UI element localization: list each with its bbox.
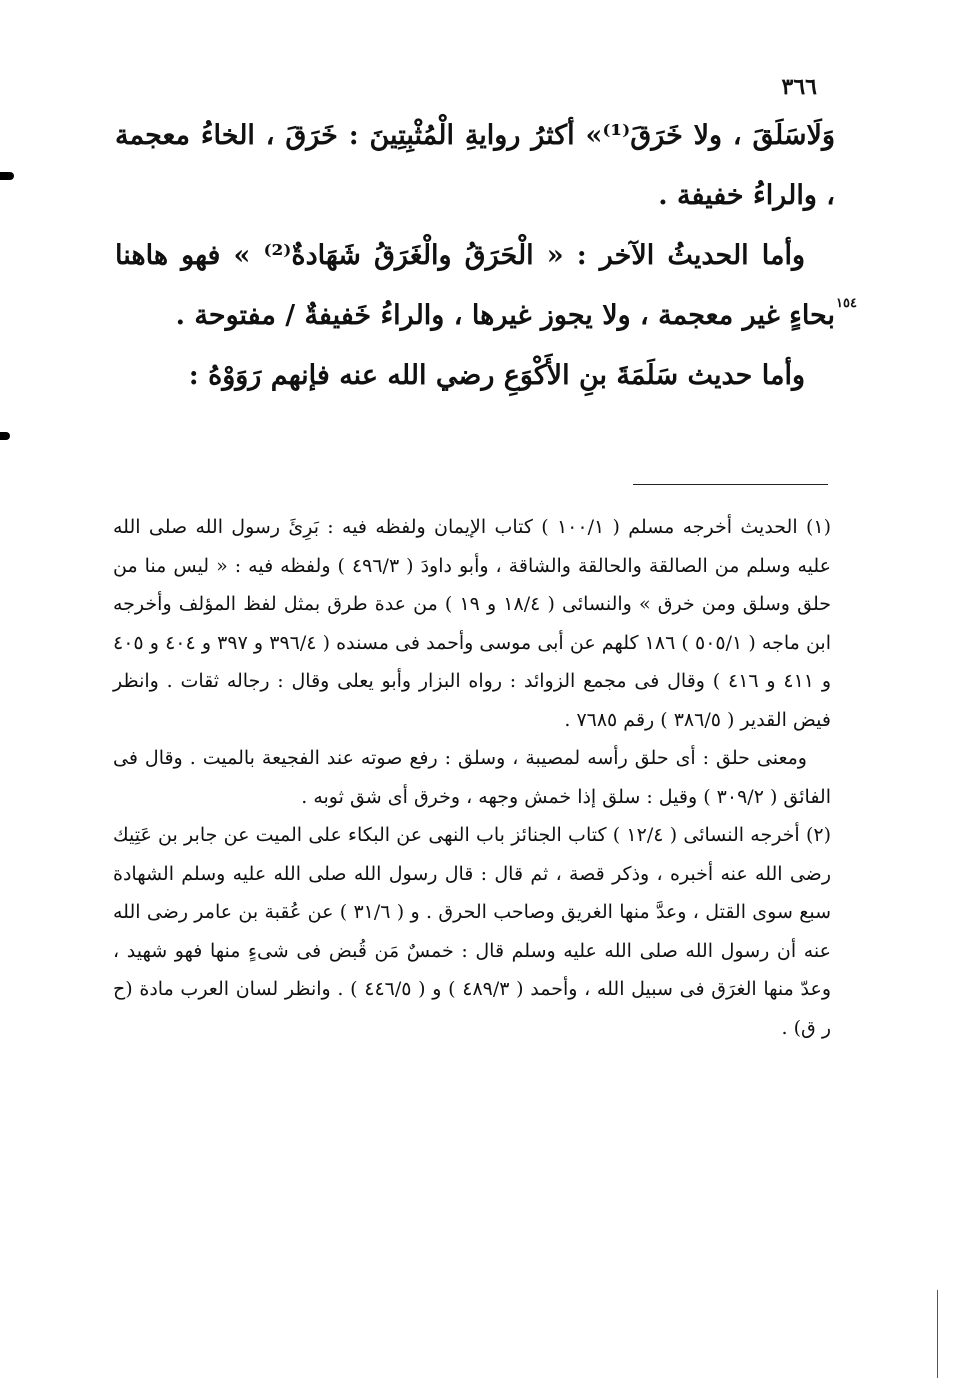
margin-page-reference: ١٥٤: [836, 296, 857, 311]
footnote-divider: [633, 484, 828, 485]
main-paragraph: وَلَاسَلَقَ ، ولا خَرَقَ⁽¹⁾» أكثرُ روايةِ الْمُثْبِتِينَ : خَرَقَ ، الخاءُ معجمة ، والراءُ خفيفة .: [115, 120, 835, 211]
footnote: (١) الحديث أخرجه مسلم ( ١٠٠/١ ) كتاب الإيمان ولفظه فيه : بَرِئَ رسول الله صلى الله عليه وسلم من الصالقة والحالقة والشاقة ، وأبو داودَ ( ٤٩٦/٣ ) ولفظه فيه : « ليس منا من حلق وسلق ومن خرق » والنسائى ( ١٨/٤ و ١٩ ) من عدة طرق بمثل لفظ المؤلف وأخرجه ابن ماجه ( ٥٠٥/١ ) ١٨٦ كلهم عن أبى موسى وأحمد فى مسنده ( ٣٩٦/٤ و ٣٩٧ و ٤٠٤ و ٤٠٥ و ٤١١ و ٤١٦ ) وقال فى مجمع الزوائد : رواه البزار وأبو يعلى وقال : رجاله ثقات . وانظر فيض القدير ( ٣٨٦/٥ ) رقم ٧٦٨٥ .: [113, 516, 831, 731]
main-paragraph: وأما الحديثُ الآخر : « الْحَرَقُ والْغَرَقُ شَهَادةٌ⁽²⁾ » فهو هاهنا بحاءٍ غير معجمة ، ولا يجوز غيرها ، والراءُ خَفيفةٌ / مفتوحة .: [115, 240, 835, 331]
footnotes: [113, 508, 831, 1047]
binding-mark: [0, 172, 14, 180]
main-text: [115, 106, 835, 406]
page-edge-line: [937, 1290, 938, 1378]
main-paragraph: وأما حديث سَلَمَةَ بنِ الأَكْوَعِ رضي الله عنه فإنهم رَوَوْهُ :: [188, 360, 805, 391]
footnote: (٢) أخرجه النسائى ( ١٢/٤ ) كتاب الجنائز باب النهى عن البكاء على الميت عن جابر بن عَتِيك رضى الله عنه أخبره ، وذكر قصة ، ثم قال : قال رسول الله صلى الله عليه وسلم الشهادة سبع سوى القتل ، وعدَّ منها الغريق وصاحب الحرق . و ( ٣١/٦ ) عن عُقبة بن عامر رضى الله عنه أن رسول الله صلى الله عليه وسلم قال : خمسٌ مَن قُبض فى شىءٍ منها فهو شهيد ، وعدّ منها الغرَق فى سبيل الله ، وأحمد ( ٤٨٩/٣ ) و ( ٤٤٦/٥ ) . وانظر لسان العرب مادة (ح ر ق) .: [113, 824, 832, 1039]
binding-mark: [0, 432, 10, 440]
footnote: ومعنى حلق : أى حلق رأسه لمصيبة ، وسلق : رفع صوته عند الفجيعة بالميت . وقال فى الفائق ( ٣٠٩/٢ ) وقيل : سلق إذا خمش وجهه ، وخرق أى شق ثوبه .: [113, 747, 831, 808]
page-number: ٣٦٦: [781, 74, 817, 100]
